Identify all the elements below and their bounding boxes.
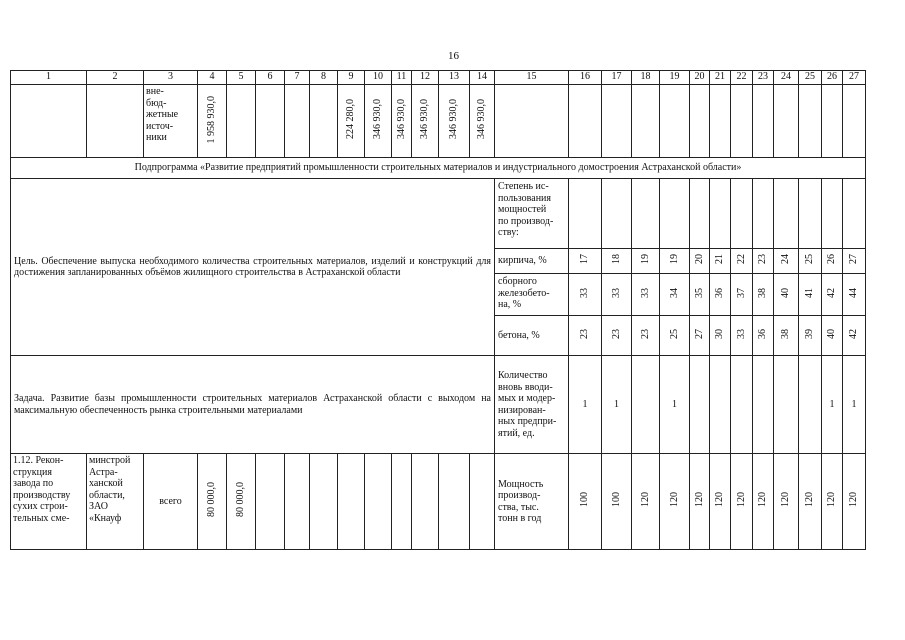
indicator-value: 100 [610, 492, 622, 508]
indicator-value: 19 [639, 254, 651, 265]
col-header: 8 [310, 71, 338, 85]
col-header: 18 [632, 71, 660, 85]
funding-row-extrabudget [11, 85, 866, 158]
indicator-value: 120 [780, 492, 792, 508]
page-number: 16 [448, 50, 459, 62]
col-header: 27 [843, 71, 866, 85]
col-header: 6 [256, 71, 285, 85]
indicator-value: 23 [579, 328, 591, 339]
indicator-value: 35 [693, 287, 705, 298]
item-funding-source: всего [144, 454, 198, 550]
item-executor: минстрой Астра- ханской области, ЗАО «Кнауф [87, 454, 144, 550]
indicator-value: 36 [714, 287, 726, 298]
indicator-value: 42 [848, 328, 860, 339]
indicator-value: 120 [668, 492, 680, 508]
indicator-value: 120 [848, 492, 860, 508]
indicator-value: 36 [757, 328, 769, 339]
indicator-value: 33 [735, 328, 747, 339]
column-number-row [11, 71, 866, 85]
indicator-value: 21 [714, 254, 726, 265]
funding-value: 224 280,0 [345, 99, 357, 140]
indicator-value: 120 [735, 492, 747, 508]
indicator-value: 38 [780, 328, 792, 339]
indicator-value: 1 [582, 398, 588, 410]
indicator-value: 26 [826, 254, 838, 265]
indicator-label: сборного железобето- на, % [495, 274, 569, 316]
col-header: 3 [144, 71, 198, 85]
col-header: 26 [822, 71, 843, 85]
indicator-value: 120 [639, 492, 651, 508]
item-row [11, 454, 866, 550]
subprogram-title: Подпрограмма «Развитие предприятий промышленности строительных материалов и индустриального домостроения Астраханской области» [11, 158, 866, 179]
col-header: 24 [774, 71, 799, 85]
indicator-value: 23 [757, 254, 769, 265]
item-title: 1.12. Рекон- струкция завода по производству сухих строи- тельных сме- [11, 454, 87, 550]
col-header: 11 [392, 71, 412, 85]
indicator-value: 39 [804, 328, 816, 339]
indicator-value: 33 [610, 287, 622, 298]
indicator-value: 41 [804, 287, 816, 298]
col-header: 25 [799, 71, 822, 85]
funding-total: 1 958 930,0 [206, 95, 218, 143]
col-header: 7 [285, 71, 310, 85]
item-year-value: 80 000,0 [235, 482, 247, 518]
task-indicator: Количество вновь вводи- мых и модер- низирован- ных предпри- ятий, ед. [495, 356, 569, 454]
indicator-value: 25 [804, 254, 816, 265]
indicator-value: 23 [610, 328, 622, 339]
indicator-value: 1 [851, 398, 857, 410]
indicator-value: 24 [780, 254, 792, 265]
col-header: 13 [439, 71, 470, 85]
col-header: 12 [412, 71, 439, 85]
item-indicator: Мощность производ- ства, тыс. тонн в год [495, 454, 569, 550]
col-header: 20 [690, 71, 710, 85]
col-header: 22 [731, 71, 753, 85]
col-header: 17 [602, 71, 632, 85]
col-header: 15 [495, 71, 569, 85]
indicator-value: 1 [829, 398, 835, 410]
funding-value: 346 930,0 [448, 99, 460, 140]
indicator-value: 120 [804, 492, 816, 508]
col-header: 10 [365, 71, 392, 85]
indicator-label: кирпича, % [495, 249, 569, 274]
funding-value: 346 930,0 [476, 99, 488, 140]
funding-value: 346 930,0 [372, 99, 384, 140]
indicator-value: 38 [757, 287, 769, 298]
program-table [10, 70, 866, 550]
indicator-value: 22 [735, 254, 747, 265]
indicator-value: 120 [757, 492, 769, 508]
col-header: 2 [87, 71, 144, 85]
indicator-value: 25 [668, 328, 680, 339]
task-text: Задача. Развитие базы промышленности строительных материалов Астраханской области с выходом на максимальную обеспеченность рынка строительными материалами [11, 356, 495, 454]
funding-source-label: вне- бюд- жетные источ- ники [144, 85, 198, 158]
goal-text: Цель. Обеспечение выпуска необходимого количества строительных материалов, изделий и конструкций для достижения запланированных объёмов жилищного строительства в Астраханской области [11, 179, 495, 356]
col-header: 9 [338, 71, 365, 85]
col-header: 23 [753, 71, 774, 85]
funding-value: 346 930,0 [395, 99, 407, 140]
task-row [11, 356, 866, 454]
indicator-value: 40 [780, 287, 792, 298]
indicator-value: 18 [610, 254, 622, 265]
indicator-value: 40 [826, 328, 838, 339]
col-header: 5 [227, 71, 256, 85]
indicator-value: 19 [668, 254, 680, 265]
col-header: 1 [11, 71, 87, 85]
indicator-value: 33 [639, 287, 651, 298]
indicator-value: 30 [714, 328, 726, 339]
indicator-label: бетона, % [495, 316, 569, 356]
indicator-value: 23 [639, 328, 651, 339]
indicator-value: 27 [693, 328, 705, 339]
col-header: 14 [470, 71, 495, 85]
col-header: 4 [198, 71, 227, 85]
indicator-value: 1 [614, 398, 619, 410]
indicator-value: 120 [826, 492, 838, 508]
indicator-value: 33 [579, 287, 591, 298]
item-total: 80 000,0 [206, 482, 218, 518]
col-header: 19 [660, 71, 690, 85]
funding-value: 346 930,0 [419, 99, 431, 140]
indicator-value: 120 [693, 492, 705, 508]
indicator-value: 37 [735, 287, 747, 298]
col-header: 16 [569, 71, 602, 85]
indicator-value: 17 [579, 254, 591, 265]
col-header: 21 [710, 71, 731, 85]
indicator-value: 20 [693, 254, 705, 265]
indicator-heading: Степень ис- пользования мощностей по производ- ству: [495, 179, 569, 249]
goal-row [11, 179, 866, 249]
indicator-value: 120 [714, 492, 726, 508]
indicator-value: 100 [579, 492, 591, 508]
indicator-value: 44 [848, 287, 860, 298]
indicator-value: 27 [848, 254, 860, 265]
indicator-value: 34 [668, 287, 680, 298]
indicator-value: 1 [672, 398, 677, 410]
subprogram-row [11, 158, 866, 179]
indicator-value: 42 [826, 287, 838, 298]
